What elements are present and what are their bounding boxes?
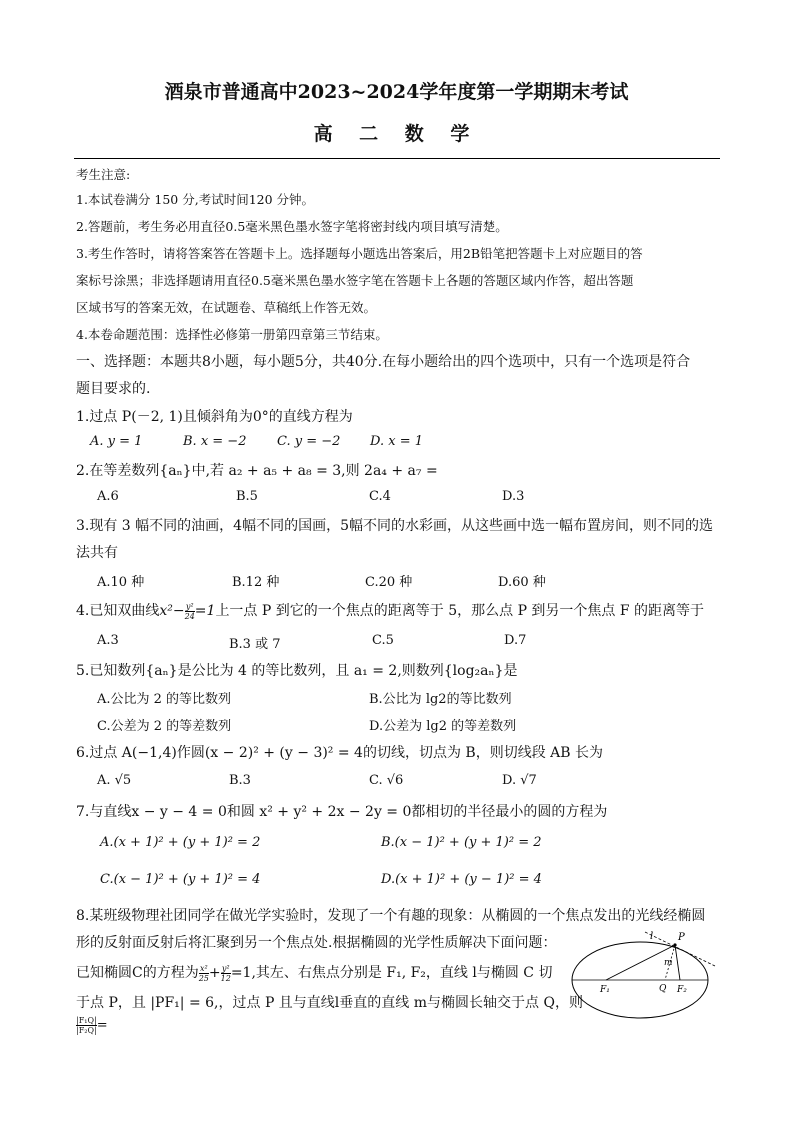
q2-option-a: A.6: [97, 489, 119, 504]
q1-option-b: B. x = −2: [183, 434, 247, 449]
note-4: 4.本卷命题范围：选择性必修第一册第四章第三节结束。: [76, 327, 388, 342]
q7-option-d: D.(x + 1)² + (y − 1)² = 4: [381, 872, 542, 887]
q8-stem-line5: [76, 1016, 108, 1035]
q4-fraction: $\frac{\text{y²}}{24}$: [184, 601, 195, 621]
q3-stem-line2: 法共有: [76, 545, 118, 561]
note-1: 1.本试卷满分 150 分,考试时间120 分钟。: [76, 192, 315, 207]
q4-stem-suffix: 上一点 P 到它的一个焦点的距离等于 5，那么点 P 到另一个焦点 F 的距离等于: [215, 603, 705, 619]
q4-stem-prefix: 4.已知双曲线: [76, 603, 160, 619]
ellipse-figure: [570, 928, 720, 1022]
q7-option-a: A.(x + 1)² + (y + 1)² = 2: [100, 835, 261, 850]
q6-option-c: C. √6: [369, 773, 404, 788]
q3-option-a: A.10 种: [97, 575, 145, 590]
q3-stem-line1: 3.现有 3 幅不同的油画，4幅不同的国画，5幅不同的水彩画，从这些画中选一幅布置房间，则不同的选: [76, 518, 713, 534]
exam-title: 酒泉市普通高中2023~2024学年度第一学期期末考试: [164, 81, 629, 103]
q2-option-c: C.4: [369, 489, 391, 504]
q8-stem-line3-prefix: 已知椭圆C的方程为: [76, 965, 199, 981]
q1-option-d: D. x = 1: [370, 434, 423, 449]
q6-option-b: B.3: [229, 773, 251, 788]
ray-p-f2: [675, 945, 680, 980]
q5-option-a: A.公比为 2 的等比数列: [97, 692, 232, 707]
header-divider: [74, 158, 720, 159]
q8-fraction-y: $\frac{\text{y²}}{12}$: [220, 963, 231, 983]
q8-stem-line3-suffix: =1,其左、右焦点分别是 F₁, F₂，直线 l与椭圆 C 切: [230, 965, 553, 981]
q8-fraction-x: $\frac{\text{x²}}{25}$: [198, 963, 209, 983]
q4-option-d: D.7: [504, 633, 527, 648]
q5-option-b: B.公比为 lg2的等比数列: [369, 692, 512, 707]
notes-heading: 考生注意:: [76, 167, 131, 182]
q7-option-c: C.(x − 1)² + (y + 1)² = 4: [100, 872, 261, 887]
q8-stem-line2: 形的反射面反射后将汇聚到另一个焦点处.根据椭圆的光学性质解决下面问题：: [76, 935, 557, 951]
q1-stem: 1.过点 P(－2, 1)且倾斜角为0°的直线方程为: [76, 409, 353, 425]
label-f1: F₁: [600, 985, 610, 995]
label-p: P: [678, 932, 685, 943]
q8-ratio-fraction: $\frac{\text{|F₁Q|}}{\text{|F₂Q|}}$: [76, 1016, 97, 1035]
q8-stem-line3: [76, 962, 552, 983]
q3-option-d: D.60 种: [498, 575, 546, 590]
q2-stem: 2.在等差数列{aₙ}中,若 a₂ + a₅ + a₈ = 3,则 2a₄ + a₇ =: [76, 463, 438, 479]
q3-option-c: C.20 种: [365, 575, 413, 590]
q4-stem: [76, 600, 704, 621]
note-3-line3: 区域书写的答案无效，在试题卷、草稿纸上作答无效。: [76, 300, 377, 315]
q8-equals: =: [96, 1018, 108, 1033]
q5-stem: 5.已知数列{aₙ}是公比为 4 的等比数列，且 a₁ = 2,则数列{log₂aₙ}是: [76, 663, 518, 679]
q4-option-a: A.3: [97, 633, 119, 648]
q6-option-a: A. √5: [97, 773, 132, 788]
q4-option-c: C.5: [372, 633, 394, 648]
q8-stem-line4: 于点 P，且 |PF₁| = 6,，过点 P 且与直线l垂直的直线 m与椭圆长轴交于点 Q，则: [76, 995, 583, 1011]
note-2: 2.答题前，考生务必用直径0.5毫米黑色墨水签字笔将密封线内项目填写清楚。: [76, 219, 508, 234]
q2-option-d: D.3: [502, 489, 525, 504]
note-3-line2: 案标号涂黑；非选择题请用直径0.5毫米黑色墨水签字笔在答题卡上各题的答题区域内作答，超出答题: [76, 273, 634, 288]
section-heading-line2: 题目要求的.: [76, 381, 151, 397]
q4-option-b: B.3 或 7: [229, 637, 281, 652]
q8-stem-line1: 8.某班级物理社团同学在做光学实验时，发现了一个有趣的现象：从椭圆的一个焦点发出的光线经椭圆: [76, 908, 706, 924]
q5-option-c: C.公差为 2 的等差数列: [97, 719, 232, 734]
exam-subject: 高 二 数 学: [313, 123, 480, 145]
label-f2: F₂: [677, 985, 687, 995]
note-3-line1: 3.考生作答时，请将答案答在答题卡上。选择题每小题选出答案后，用2B铅笔把答题卡上对应题目的答: [76, 246, 643, 261]
q7-option-b: B.(x − 1)² + (y + 1)² = 2: [381, 835, 542, 850]
q7-stem: 7.与直线x − y − 4 = 0和圆 x² + y² + 2x − 2y = 0都相切的半径最小的圆的方程为: [76, 804, 608, 820]
q4-hyperbola-equation: x²− $\frac{\text{y²}}{24}$ =1: [159, 601, 216, 621]
q5-option-d: D.公差为 lg2 的等差数列: [369, 719, 517, 734]
label-q: Q: [659, 984, 667, 994]
q1-option-a: A. y = 1: [90, 434, 143, 449]
point-p: [673, 943, 676, 946]
q1-option-c: C. y = −2: [277, 434, 341, 449]
q3-option-b: B.12 种: [232, 575, 280, 590]
q6-option-d: D. √7: [502, 773, 537, 788]
q2-option-b: B.5: [236, 489, 258, 504]
q6-stem: 6.过点 A(−1,4)作圆(x − 2)² + (y − 3)² = 4的切线，切点为 B，则切线段 AB 长为: [76, 745, 603, 761]
q8-ellipse-equation: $\frac{\text{x²}}{25}$ + $\frac{\text{y²}}{12}$: [198, 963, 231, 983]
section-heading-line1: 一、选择题：本题共8小题，每小题5分，共40分.在每小题给出的四个选项中，只有一个选项是符合: [76, 354, 691, 370]
label-m: m: [664, 958, 673, 968]
label-l: l: [650, 931, 654, 942]
